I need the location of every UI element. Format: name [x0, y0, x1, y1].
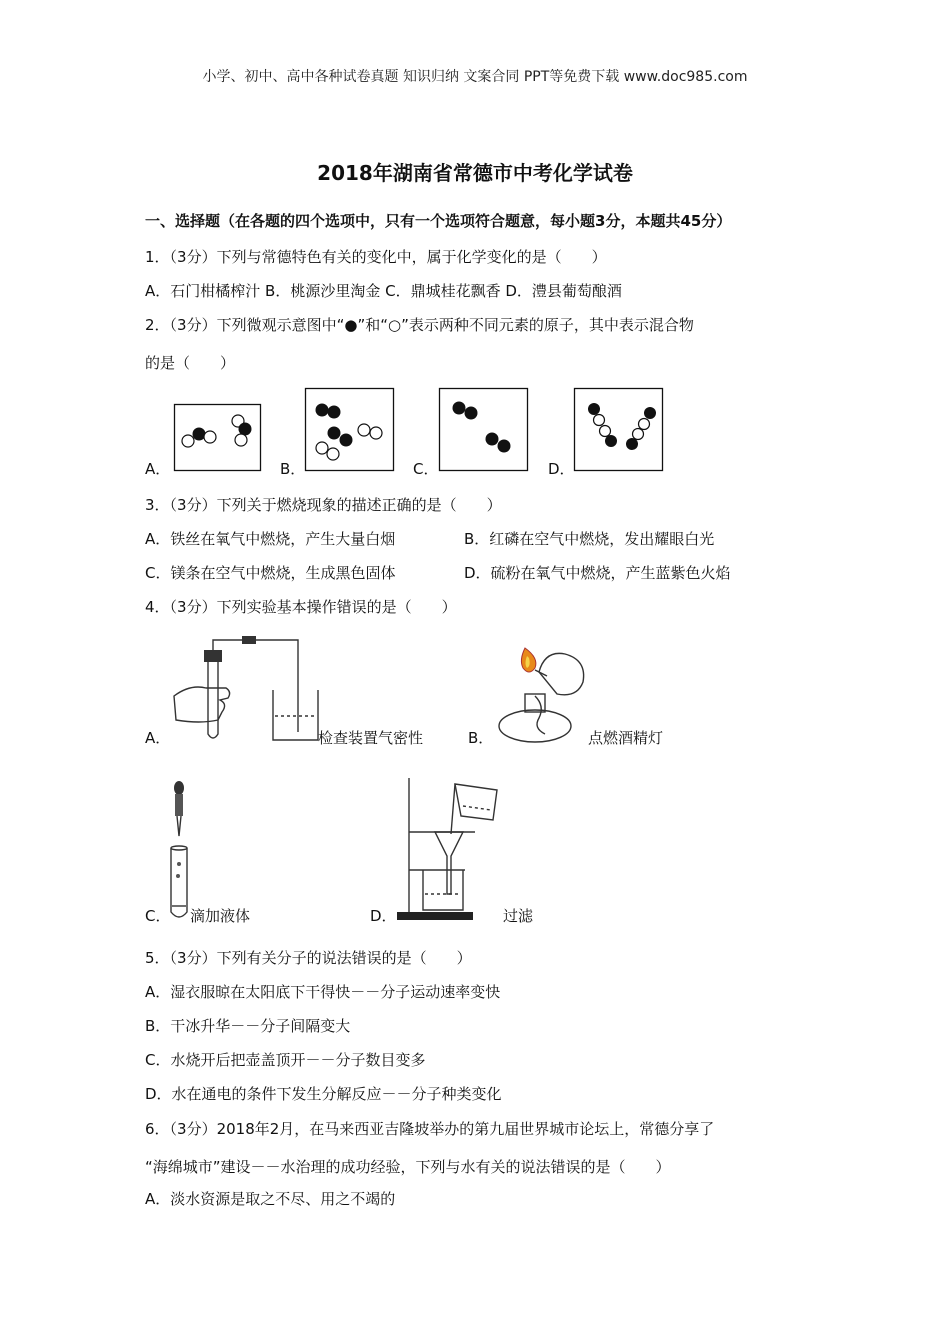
q2-stem-line2: 的是（ ）	[145, 354, 236, 372]
q2-diagram-c	[439, 388, 529, 472]
q6-stem-line1: 6．（3分）2018年2月，在马来西亚吉隆坡举办的第九届世界城市论坛上，常德分享了	[145, 1120, 715, 1138]
q6-option-a: A．淡水资源是取之不尽、用之不竭的	[145, 1190, 396, 1208]
q4-stem: 4．（3分）下列实验基本操作错误的是（ ）	[145, 598, 457, 616]
q3-stem: 3．（3分）下列关于燃烧现象的描述正确的是（ ）	[145, 496, 502, 514]
q2-diagram-d	[574, 388, 664, 472]
q5-option-c: C．水烧开后把壶盖顶开－－分子数目变多	[145, 1051, 426, 1069]
q4-text-c: 滴加液体	[190, 907, 251, 925]
q4-filtration-illustration	[395, 776, 505, 924]
q2-label-b: B．	[280, 460, 306, 478]
q4-label-b: B．	[468, 729, 494, 747]
page-title: 2018年湖南省常德市中考化学试卷	[317, 161, 633, 185]
q2-diagram-a	[174, 404, 262, 472]
q2-stem-line1: 2．（3分）下列微观示意图中“●”和“○”表示两种不同元素的原子，其中表示混合物	[145, 316, 694, 334]
q1-stem: 1．（3分）下列与常德特色有关的变化中，属于化学变化的是（ ）	[145, 248, 607, 266]
q4-text-a: 检查装置气密性	[318, 729, 424, 747]
q4-text-d: 过滤	[503, 907, 534, 925]
q1-options: A．石门柑橘榨汁 B．桃源沙里淘金 C．鼎城桂花飘香 D．澧县葡萄酿酒	[145, 282, 622, 300]
q4-label-a: A．	[145, 729, 171, 747]
q4-alcohol-lamp-illustration	[495, 636, 595, 746]
q2-diagram-b	[305, 388, 395, 472]
q2-label-c: C．	[413, 460, 439, 478]
q3-option-a: A．铁丝在氧气中燃烧，产生大量白烟	[145, 530, 396, 548]
page-banner: 小学、初中、高中各种试卷真题 知识归纳 文案合同 PPT等免费下载 www.doc985.com	[202, 69, 748, 85]
q6-stem-line2: “海绵城市”建设－－水治理的成功经验，下列与水有关的说法错误的是（ ）	[145, 1158, 671, 1176]
q2-label-a: A．	[145, 460, 171, 478]
q4-dropper-illustration	[168, 778, 198, 923]
q4-label-c: C．	[145, 907, 171, 925]
q5-option-a: A．湿衣服晾在太阳底下干得快－－分子运动速率变快	[145, 983, 501, 1001]
q3-option-c: C．镁条在空气中燃烧，生成黑色固体	[145, 564, 396, 582]
q4-label-d: D．	[370, 907, 397, 925]
q3-option-d: D．硫粉在氧气中燃烧，产生蓝紫色火焰	[464, 564, 731, 582]
q2-label-d: D．	[548, 460, 575, 478]
q5-stem: 5．（3分）下列有关分子的说法错误的是（ ）	[145, 949, 472, 967]
section-heading: 一、选择题（在各题的四个选项中，只有一个选项符合题意，每小题3分，本题共45分）	[145, 212, 732, 230]
q5-option-b: B．干冰升华－－分子间隔变大	[145, 1017, 351, 1035]
q4-text-b: 点燃酒精灯	[588, 729, 664, 747]
q3-option-b: B．红磷在空气中燃烧，发出耀眼白光	[464, 530, 715, 548]
q5-option-d: D．水在通电的条件下发生分解反应－－分子种类变化	[145, 1085, 502, 1103]
q4-airtightness-illustration	[170, 636, 320, 746]
